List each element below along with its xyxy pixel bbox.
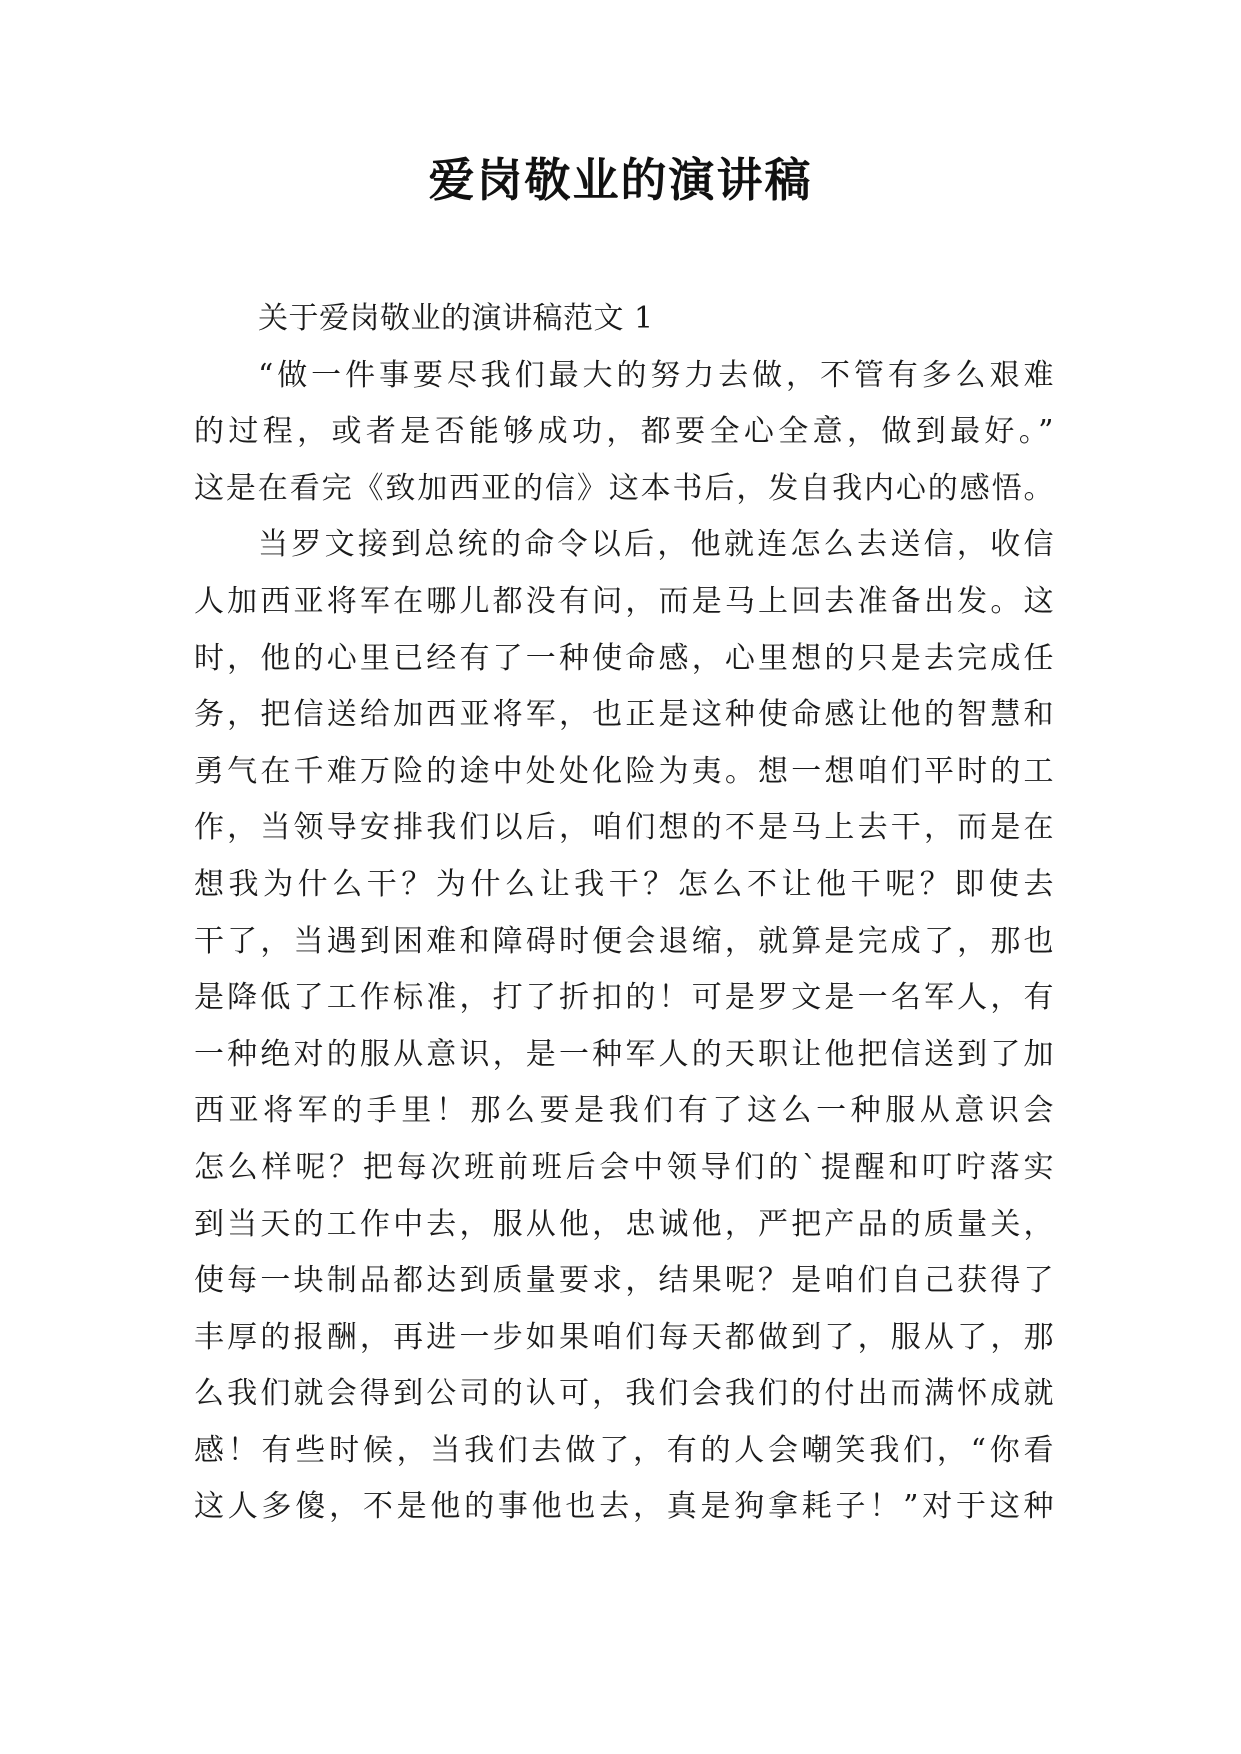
paragraph-line: 是降低了工作标准，打了折扣的！可是罗文是一名军人，有 [194,980,1054,1016]
paragraph-line: 这人多傻，不是他的事他也去，真是狗拿耗子！”对于这种 [194,1489,1054,1525]
paragraph-line: 丰厚的报酬，再进一步如果咱们每天都做到了，服从了，那 [194,1319,1054,1355]
document-body [194,291,1054,1536]
paragraph-line: 使每一块制品都达到质量要求，结果呢？是咱们自己获得了 [194,1263,1054,1299]
paragraph-line: 的过程，或者是否能够成功，都要全心全意，做到最好。” [194,414,1054,450]
section-heading: 关于爱岗敬业的演讲稿范文 1 [258,301,654,336]
document-title: 爱岗敬业的演讲稿 [428,153,813,207]
paragraph-line: 务，把信送给加西亚将军，也正是这种使命感让他的智慧和 [194,697,1054,733]
paragraph-line: 西亚将军的手里！那么要是我们有了这么一种服从意识会 [194,1093,1054,1129]
paragraph-line: 勇气在千难万险的途中处处化险为夷。想一想咱们平时的工 [194,753,1054,789]
paragraph-line: 想我为什么干？为什么让我干？怎么不让他干呢？即使去 [194,866,1054,902]
paragraph-line: 干了，当遇到困难和障碍时便会退缩，就算是完成了，那也 [194,923,1054,959]
paragraph-line: 感！有些时候，当我们去做了，有的人会嘲笑我们，“你看 [194,1432,1054,1468]
paragraph-line: 一种绝对的服从意识，是一种军人的天职让他把信送到了加 [194,1036,1054,1072]
paragraph-line: 么我们就会得到公司的认可，我们会我们的付出而满怀成就 [194,1376,1054,1412]
paragraph-line: 时，他的心里已经有了一种使命感，心里想的只是去完成任 [194,640,1054,676]
paragraph-line: 作，当领导安排我们以后，咱们想的不是马上去干，而是在 [194,810,1054,846]
paragraph-line: 怎么样呢？把每次班前班后会中领导们的`提醒和叮咛落实 [194,1149,1054,1185]
paragraph-line: 这是在看完《致加西亚的信》这本书后，发自我内心的感悟。 [194,470,1054,506]
paragraph-line: 当罗文接到总统的命令以后，他就连怎么去送信，收信 [258,527,1054,563]
paragraph-line: 人加西亚将军在哪儿都没有问，而是马上回去准备出发。这 [194,583,1054,619]
paragraph-line: “做一件事要尽我们最大的努力去做，不管有多么艰难 [258,357,1054,393]
paragraph-line: 到当天的工作中去，服从他，忠诚他，严把产品的质量关， [194,1206,1054,1242]
